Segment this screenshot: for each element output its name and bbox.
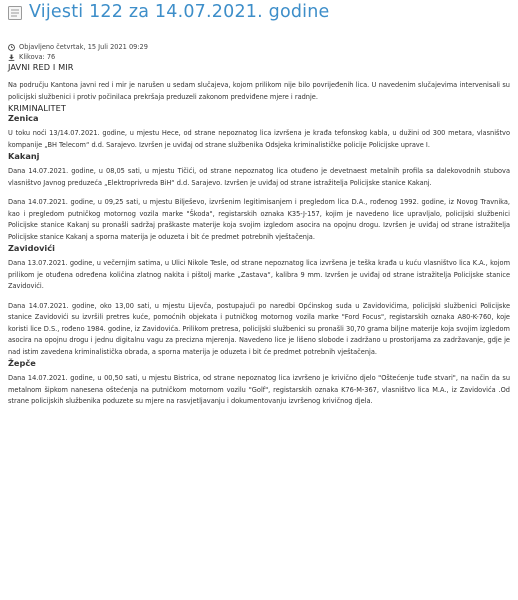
zavidovici-paragraph-1: Dana 13.07.2021. godine, u večernjim satima, u Ulici Nikole Tesle, od strane nepoznatog lica izvršena je teška krađa u kuću vlasništvo lica K.A., kojom prilikom je otuđena određena količina zlatnog nakita i pištolj marke „Zastava“, kalibra 9 mm. Izvršen je uviđaj od strane istražitelja Policijske stanice Zavidovići. [8,259,510,290]
city-heading-zenica: Zenica [8,113,39,123]
zavidovici-paragraph-2: Dana 14.07.2021. godine, oko 13,00 sati, u mjestu Lijevča, postupajući po naredbi Općinskog suda u Zavidovićima, policijski službenici Policijske stanice Zavidovići su izvršili pretres kuće, pomoćnih objekata i putničkog motornog vozila marke "Ford Focus", registarskih oznaka A80-K-760, koje koristi lice D.S., rođeno 1984. godine, iz Zavidovića. Prilikom pretresa, policijski službenici su pronašli 30,70 grama biljne materije koja svojim izgledom asocira na opojnu drogu i jednu digitalnu vagu za precizna mjerenja. Navedeno lice je lišeno slobode i zadržano u prostorijama za zadržavanje, gdje je nad istim zavedena kriminalistička obrada, a sporna materija je oduzeta i bit će predmet potrebnih vještačenja. [8,301,510,356]
kakanj-paragraph-2: Dana 14.07.2021. godine, u 09,25 sati, u mjestu Bilješevo, izvršenim legitimisanjem i pregledom lica D.A., rođenog 1992. godine, iz Novog Travnika, kao i pregledom putničkog motornog vozila marke "Škoda", registarskih oznaka K35-J-157, kojim je navedeno lice upravljalo, policijski službenici Policijske stanice Kakanj su pronašli sadržaj praškaste materije koja svojim izgledom asocira na opojnu drogu. Izvršen je uviđaj od strane istražitelja Policijske stanice Kakanj a sporna materija je oduzeta i bit će predmet potrebnih vještačenja. [8,198,510,241]
javni-red-paragraph: Na području Kantona javni red i mir je narušen u sedam slučajeva, kojom prilikom nije bilo povrijeđenih lica. U navedenim slučajevima intervenisali su policijski službenici i protiv počinilaca prekršaja preduzeli zakonom predviđene mjere i radnje. [8,81,510,101]
zenica-paragraph-1: U toku noći 13/14.07.2021. godine, u mjestu Hece, od strane nepoznatog lica izvršena je krađa tefonskog kabla, u dužini od 300 metara, vlasništvo kompanije „BH Telecom“ d.d. Sarajevo. Izvršen je uviđaj od strane službenika Odsjeka kriminalističke policije Policijske uprave I. [8,129,510,149]
section-heading-kriminalitet: KRIMINALITET [8,103,67,113]
article-title[interactable]: Vijesti 122 za 14.07.2021. godine [29,2,330,22]
section-heading-javni-red: JAVNI RED I MIR [8,62,74,72]
zepce-paragraph-1: Dana 14.07.2021. godine, u 00,50 sati, u mjestu Bistrica, od strane nepoznatog lica izvršeno je krivično djelo "Oštećenje tuđe stvari", na način da su metalnom šipkom nanesena oštećenja na putničkom motornom vozilu "Golf", registarskih oznaka K76-M-367, vlasništvo lica M.A., iz Zavidovića .Od strane policijskih službenika poduzete su mjere na rasvjetljavanju i dokumentovanju izvršenog krivičnog djela. [8,374,510,405]
published-text: Objavljeno četvrtak, 15 Juli 2021 09:29 [19,43,148,51]
article-meta [8,42,510,62]
hits-text: Klikova: 76 [19,53,56,61]
kakanj-paragraph-1: Dana 14.07.2021. godine, u 08,05 sati, u mjestu Tičići, od strane nepoznatog lica otuđeno je devetnaest metalnih profila sa dalekovodnih stubova vlasništvo Javnog preduzeća „Elektroprivreda BiH“ d.d. Sarajevo. Izvršen je uviđaj od strane istražitelja Policijske stanice Kakanj. [8,167,510,187]
article-header [8,0,510,24]
city-heading-zavidovici: Zavidovići [8,243,55,253]
city-heading-zepce: Žepče [8,358,36,368]
published-date [8,42,510,52]
hits-count [8,52,510,62]
city-heading-kakanj: Kakanj [8,151,40,161]
clock-icon [8,44,15,51]
article-icon [8,5,22,19]
download-icon [8,54,15,61]
